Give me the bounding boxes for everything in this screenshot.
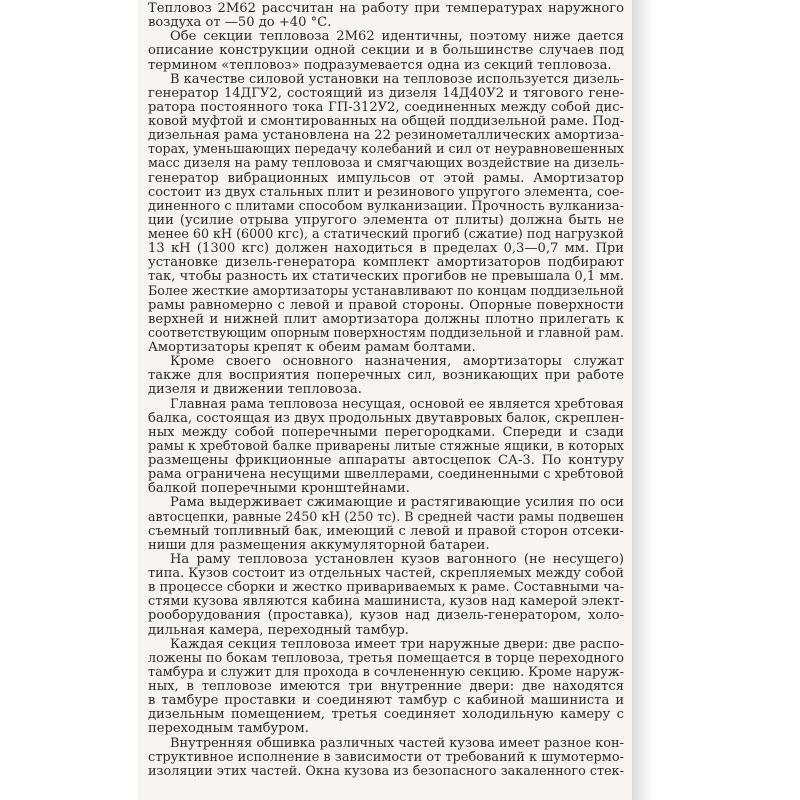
page-edge-shadow xyxy=(632,0,654,800)
text-line: На раму тепловоза установлен кузов вагонного (не несущего) xyxy=(170,552,624,567)
text-line: В качестве силовой установки на тепловозе используется дизель- xyxy=(170,72,624,87)
text-line: генератор вибрационных импульсов от этой рамы. Амортизатор xyxy=(148,171,624,186)
text-line: стями кузова являются кабина машиниста, кузов над камерой элект- xyxy=(148,595,624,610)
text-line: дизеля и движении тепловоза. xyxy=(148,383,362,398)
text-line: термином «тепловоз» подразумевается одна из секций тепловоза. xyxy=(148,58,612,73)
text-line: автосцепки, равные 2450 кН (250 тс). В средней части рамы подвешен xyxy=(148,510,624,525)
paragraph xyxy=(148,30,624,72)
paragraph xyxy=(148,398,624,497)
text-line: воздуха от —50 до +40 °С. xyxy=(148,16,332,31)
text-line: дизельным помещением, третья соединяет холодильную камеру с xyxy=(148,708,624,723)
text-line: тамбура и служит для прохода в сочлененную секцию. Кроме наруж- xyxy=(148,665,624,680)
text-line: Внутренняя обшивка различных частей кузова имеет разное кон- xyxy=(170,736,624,751)
text-line: масс дизеля на раму тепловоза и смягчающих воздействие на дизель- xyxy=(148,157,624,172)
paragraph xyxy=(148,2,624,30)
text-line: торах, уменьшающих передачу колебаний и сил от неуравновешенных xyxy=(148,143,624,158)
text-line: Обе секции тепловоза 2М62 идентичны, поэтому ниже дается xyxy=(170,30,624,45)
text-line: ковой муфтой и смонтированных на общей поддизельной раме. Под- xyxy=(148,115,624,129)
document-page xyxy=(138,0,632,800)
text-line: Кроме своего основного назначения, амортизаторы служат xyxy=(170,355,624,370)
text-line: 13 кН (1300 кгс) должен находиться в пределах 0,3—0,7 мм. При xyxy=(148,242,624,257)
text-line: верхней и нижней плит амортизатора должны плотно прилегать к xyxy=(148,312,624,327)
text-line: также для восприятия поперечных сил, возникающих при работе xyxy=(148,369,624,384)
text-line: в тамбуре проставки и соединяют тамбур с кабиной машиниста и xyxy=(148,694,624,709)
paragraph xyxy=(148,737,624,779)
paragraph xyxy=(148,638,624,737)
text-line: дильная камера, переходный тамбур. xyxy=(148,623,409,638)
body-text xyxy=(148,2,624,779)
text-line: ных, в тепловозе имеются три внутренние двери: две находятся xyxy=(148,680,624,694)
paragraph xyxy=(148,355,624,397)
text-line: Более жесткие амортизаторы устанавливают по концам поддизельной xyxy=(148,284,624,299)
text-line: Главная рама тепловоза несущая, основой ее является хребтовая xyxy=(170,397,624,412)
paragraph xyxy=(148,73,624,356)
text-line: ниши для размещения аккумуляторной батареи. xyxy=(148,538,490,553)
text-line: ных между собой поперечными перегородками. Спереди и сзади xyxy=(148,425,624,440)
text-line: структивное исполнение в зависимости от требований к шумотермо- xyxy=(148,750,624,765)
paragraph xyxy=(148,553,624,638)
text-line: изоляции этих частей. Окна кузова из безопасного закаленного стек- xyxy=(148,764,624,779)
paragraph xyxy=(148,496,624,553)
text-line: так, чтобы разность их статических прогибов не превышала 0,1 мм. xyxy=(148,270,624,285)
text-line: состоит из двух стальных плит и резинового упругого элемента, сое- xyxy=(148,185,624,200)
text-line: рамы равномерно с левой и правой стороны. Опорные поверхности xyxy=(148,298,624,313)
text-line: Рама выдерживает сжимающие и растягивающие усилия по оси xyxy=(170,496,624,511)
text-line: съемный топливный бак, имеющий с левой и правой сторон отсеки- xyxy=(148,524,624,539)
text-line: соответствующим опорным поверхностям поддизельной и главной рам. xyxy=(148,326,624,341)
text-line: Амортизаторы крепят к обеим рамам болтами. xyxy=(148,341,476,355)
text-line: рама ограничена несущими швеллерами, соединенными с хребтовой xyxy=(148,468,624,483)
text-line: ложены по бокам тепловоза, третья помещается в торце переходного xyxy=(148,651,624,666)
text-line: дизельная рама установлена на 22 резинометаллических амортиза- xyxy=(148,129,624,144)
text-line: рамы к хребтовой балке приварены литые стяжные ящики, в которых xyxy=(148,439,624,454)
text-line: генератор 14ДГУ2, состоящий из дизеля 14Д40У2 и тягового гене- xyxy=(148,86,624,101)
text-line: Тепловоз 2М62 рассчитан на работу при температурах наружного xyxy=(148,2,624,16)
text-line: ции (усилие отрыва упругого элемента от плиты) должна быть не xyxy=(148,213,624,228)
text-line: Каждая секция тепловоза имеет три наружные двери: две распо- xyxy=(170,637,624,652)
text-line: размещены фрикционные аппараты автосцепок СА-3. По контуру xyxy=(148,454,624,468)
text-line: установке дизель-генератора комплект амортизаторов подбирают xyxy=(148,256,624,271)
text-line: в процессе сборки и жестко привариваемых к раме. Составными ча- xyxy=(148,581,624,596)
text-line: рооборудования (проставка), кузов над дизель-генератором, холо- xyxy=(148,609,624,624)
text-line: типа. Кузов состоит из отдельных частей, скрепляемых между собой xyxy=(148,567,624,581)
text-line: ратора постоянного тока ГП-312У2, соединенных между собой дис- xyxy=(148,100,624,115)
text-line: переходным тамбуром. xyxy=(148,722,309,737)
text-line: балкой поперечными кронштейнами. xyxy=(148,482,410,497)
text-line: менее 60 кН (6000 кгс), а статический прогиб (сжатие) под нагрузкой xyxy=(148,228,624,242)
text-line: диненного с плитами способом вулканизации. Прочность вулканиза- xyxy=(148,199,624,214)
text-line: описание конструкции одной секции и в большинстве случаев под xyxy=(148,44,624,59)
text-line: балка, состоящая из двух продольных двутавровых балок, скреплен- xyxy=(148,411,624,426)
